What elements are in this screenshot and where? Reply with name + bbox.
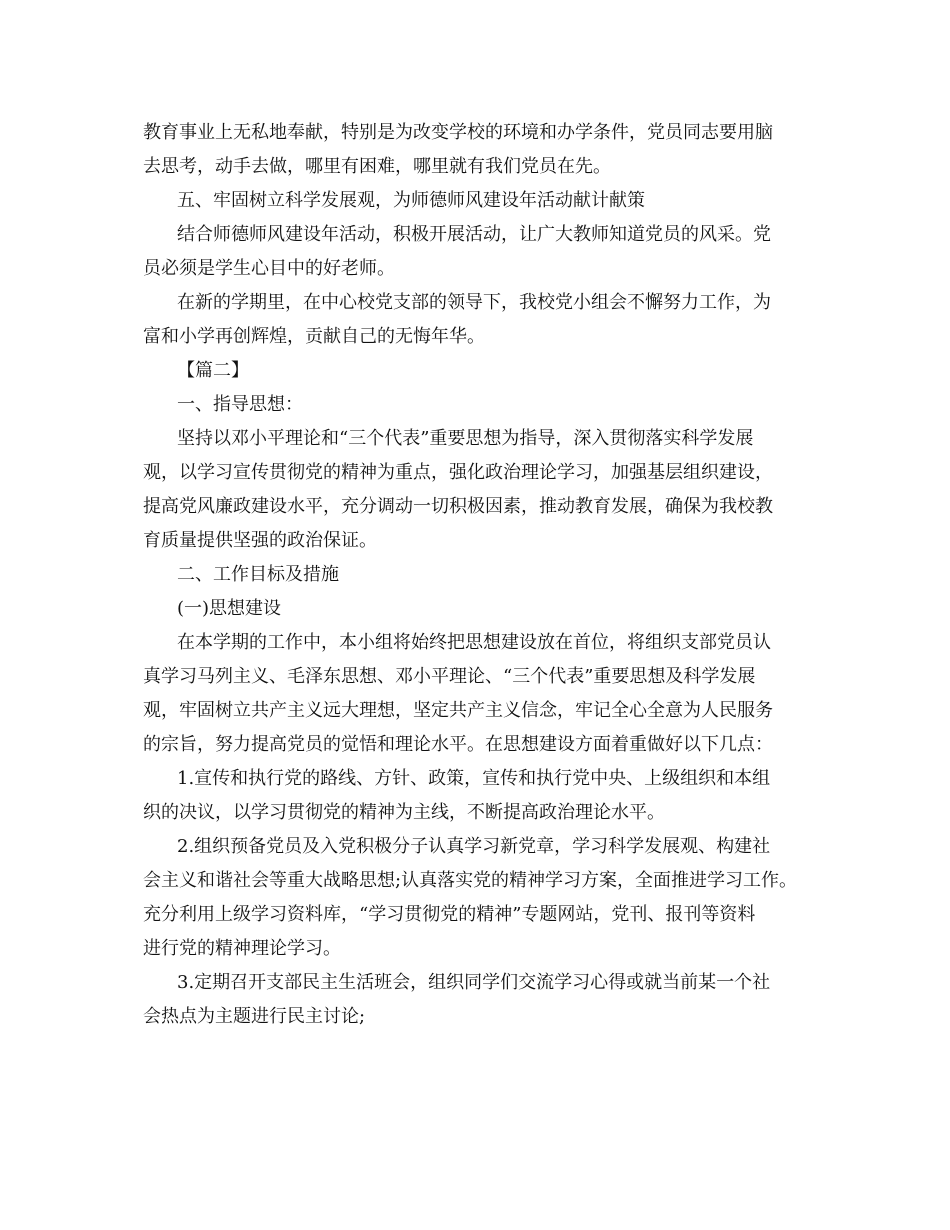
subsection-heading: (一)思想建设 — [177, 598, 282, 619]
list-item-line: 会主义和谐社会等重大战略思想;认真落实党的精神学习方案，全面推进学习工作。 — [143, 870, 798, 891]
paragraph-line: 坚持以邓小平理论和“三个代表”重要思想为指导，深入贯彻落实科学发展 — [177, 428, 754, 449]
section-heading: 五、牢固树立科学发展观，为师德师风建设年活动献计献策 — [177, 190, 645, 211]
paragraph-line: 的宗旨，努力提高党员的觉悟和理论水平。在思想建设方面着重做好以下几点： — [143, 734, 773, 755]
section-heading: 二、工作目标及措施 — [177, 564, 339, 585]
list-item-line: 充分利用上级学习资料库，“学习贯彻党的精神”专题网站，党刊、报刊等资料 — [143, 904, 756, 925]
paragraph-line: 真学习马列主义、毛泽东思想、邓小平理论、“三个代表”重要思想及科学发展 — [143, 666, 756, 687]
paragraph-line: 富和小学再创辉煌，贡献自己的无悔年华。 — [143, 326, 485, 347]
paragraph-line: 育质量提供坚强的政治保证。 — [143, 530, 377, 551]
paragraph-line: 观，以学习宣传贯彻党的精神为重点，强化政治理论学习，加强基层组织建设， — [143, 462, 773, 483]
paragraph-line: 在本学期的工作中，本小组将始终把思想建设放在首位，将组织支部党员认 — [177, 632, 771, 653]
list-item-line: 织的决议，以学习贯彻党的精神为主线，不断提高政治理论水平。 — [143, 802, 665, 823]
paragraph-line: 结合师德师风建设年活动，积极开展活动，让广大教师知道党员的风采。党 — [177, 224, 771, 245]
list-item-line: 会热点为主题进行民主讨论; — [143, 1006, 366, 1027]
list-item-line: 1.宣传和执行党的路线、方针、政策，宣传和执行党中央、上级组织和本组 — [177, 768, 771, 789]
paragraph-line: 观，牢固树立共产主义远大理想，坚定共产主义信念，牢记全心全意为人民服务 — [143, 700, 773, 721]
paragraph-line: 教育事业上无私地奉献，特别是为改变学校的环境和办学条件，党员同志要用脑 — [143, 122, 773, 143]
part-heading: 【篇二】 — [177, 360, 249, 381]
document-body — [143, 116, 813, 1034]
paragraph-line: 去思考，动手去做，哪里有困难，哪里就有我们党员在先。 — [143, 156, 611, 177]
list-item-line: 进行党的精神理论学习。 — [143, 938, 341, 959]
list-item-line: 3.定期召开支部民主生活班会，组织同学们交流学习心得或就当前某一个社 — [177, 972, 771, 993]
list-item-line: 2.组织预备党员及入党积极分子认真学习新党章，学习科学发展观、构建社 — [177, 836, 771, 857]
section-heading: 一、指导思想： — [177, 394, 303, 415]
paragraph-line: 员必须是学生心目中的好老师。 — [143, 258, 395, 279]
paragraph-line: 在新的学期里，在中心校党支部的领导下，我校党小组会不懈努力工作，为 — [177, 292, 771, 313]
paragraph-line: 提高党风廉政建设水平，充分调动一切积极因素，推动教育发展，确保为我校教 — [143, 496, 773, 517]
